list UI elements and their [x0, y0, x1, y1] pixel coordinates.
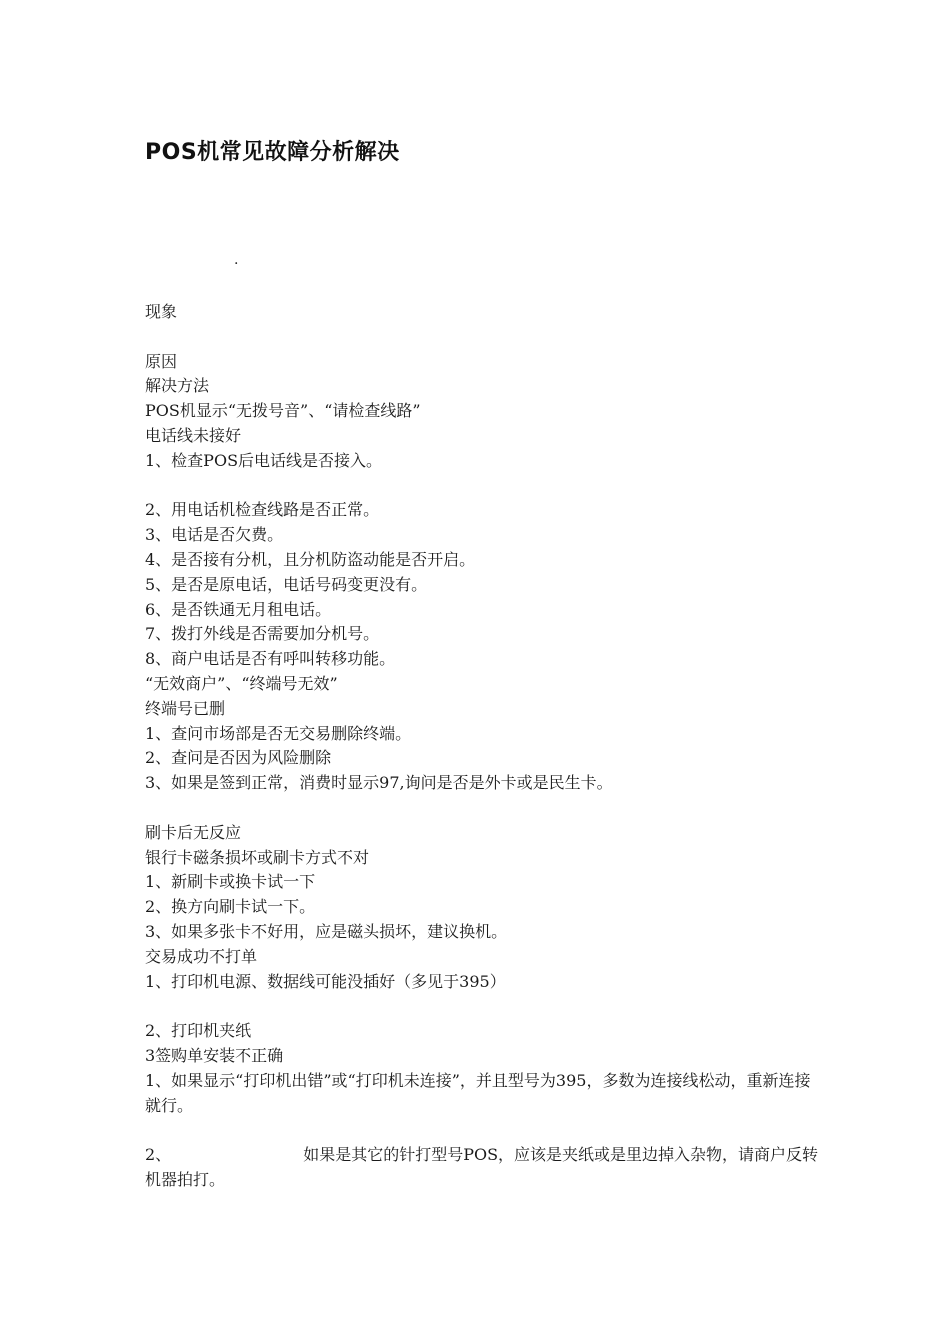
document-title: POS机常见故障分析解决 [145, 140, 400, 165]
body-line: 银行卡磁条损坏或刷卡方式不对 [145, 847, 370, 867]
body-line: 2、查问是否因为风险删除 [145, 748, 332, 768]
stray-dot: . [234, 252, 239, 268]
body-line: 5、是否是原电话，电话号码变更没有。 [145, 574, 428, 594]
body-line: POS机显示“无拨号音”、“请检查线路” [145, 401, 421, 421]
blank-line [145, 474, 825, 499]
body-line: 7、拨打外线是否需要加分机号。 [145, 624, 380, 644]
body-line: 8、商户电话是否有呼叫转移功能。 [145, 649, 396, 669]
body-line: 3、如果是签到正常，消费时显示97,询问是否是外卡或是民生卡。 [145, 773, 613, 793]
blank-line [145, 1118, 825, 1143]
blank-line [145, 325, 825, 350]
body-line: 3、如果多张卡不好用，应是磁头损坏，建议换机。 [145, 921, 508, 941]
blank-line [145, 994, 825, 1019]
body-line: 3、电话是否欠费。 [145, 525, 284, 545]
body-line: 6、是否铁通无月租电话。 [145, 599, 332, 619]
body-line [145, 1143, 825, 1193]
blank-line [145, 796, 825, 821]
line-text: 如果是其它的针打型号POS，应该是夹纸或是里边掉入杂物，请商户反转机器拍打。 [145, 1145, 819, 1189]
body-line: 1、如果显示“打印机出错”或“打印机未连接”，并且型号为395，多数为连接线松动，重新连接就行。 [145, 1070, 811, 1115]
body-line: 4、是否接有分机，且分机防盗动能是否开启。 [145, 549, 476, 569]
body-line: 1、查问市场部是否无交易删除终端。 [145, 723, 412, 743]
body-line: 1、检查POS后电话线是否接入。 [145, 450, 383, 470]
body-line: 1、新刷卡或换卡试一下 [145, 872, 316, 892]
body-line: 交易成功不打单 [145, 946, 258, 966]
body-line: 原因 [145, 351, 178, 371]
body-line: “无效商户”、“终端号无效” [145, 673, 338, 693]
body-line: 终端号已删 [145, 698, 226, 718]
body-line: 刷卡后无反应 [145, 822, 242, 842]
body-line: 解决方法 [145, 376, 210, 396]
body-line: 2、换方向刷卡试一下。 [145, 897, 316, 917]
body-line: 3签购单安装不正确 [145, 1045, 284, 1065]
body-line: 电话线未接好 [145, 425, 242, 445]
document-body [145, 300, 825, 1193]
body-line: 2、打印机夹纸 [145, 1021, 252, 1041]
body-line: 2、用电话机检查线路是否正常。 [145, 500, 380, 520]
body-line: 现象 [145, 302, 178, 321]
list-number: 2、 [145, 1145, 172, 1165]
body-line: 1、打印机电源、数据线可能没插好（多见于395） [145, 971, 506, 991]
